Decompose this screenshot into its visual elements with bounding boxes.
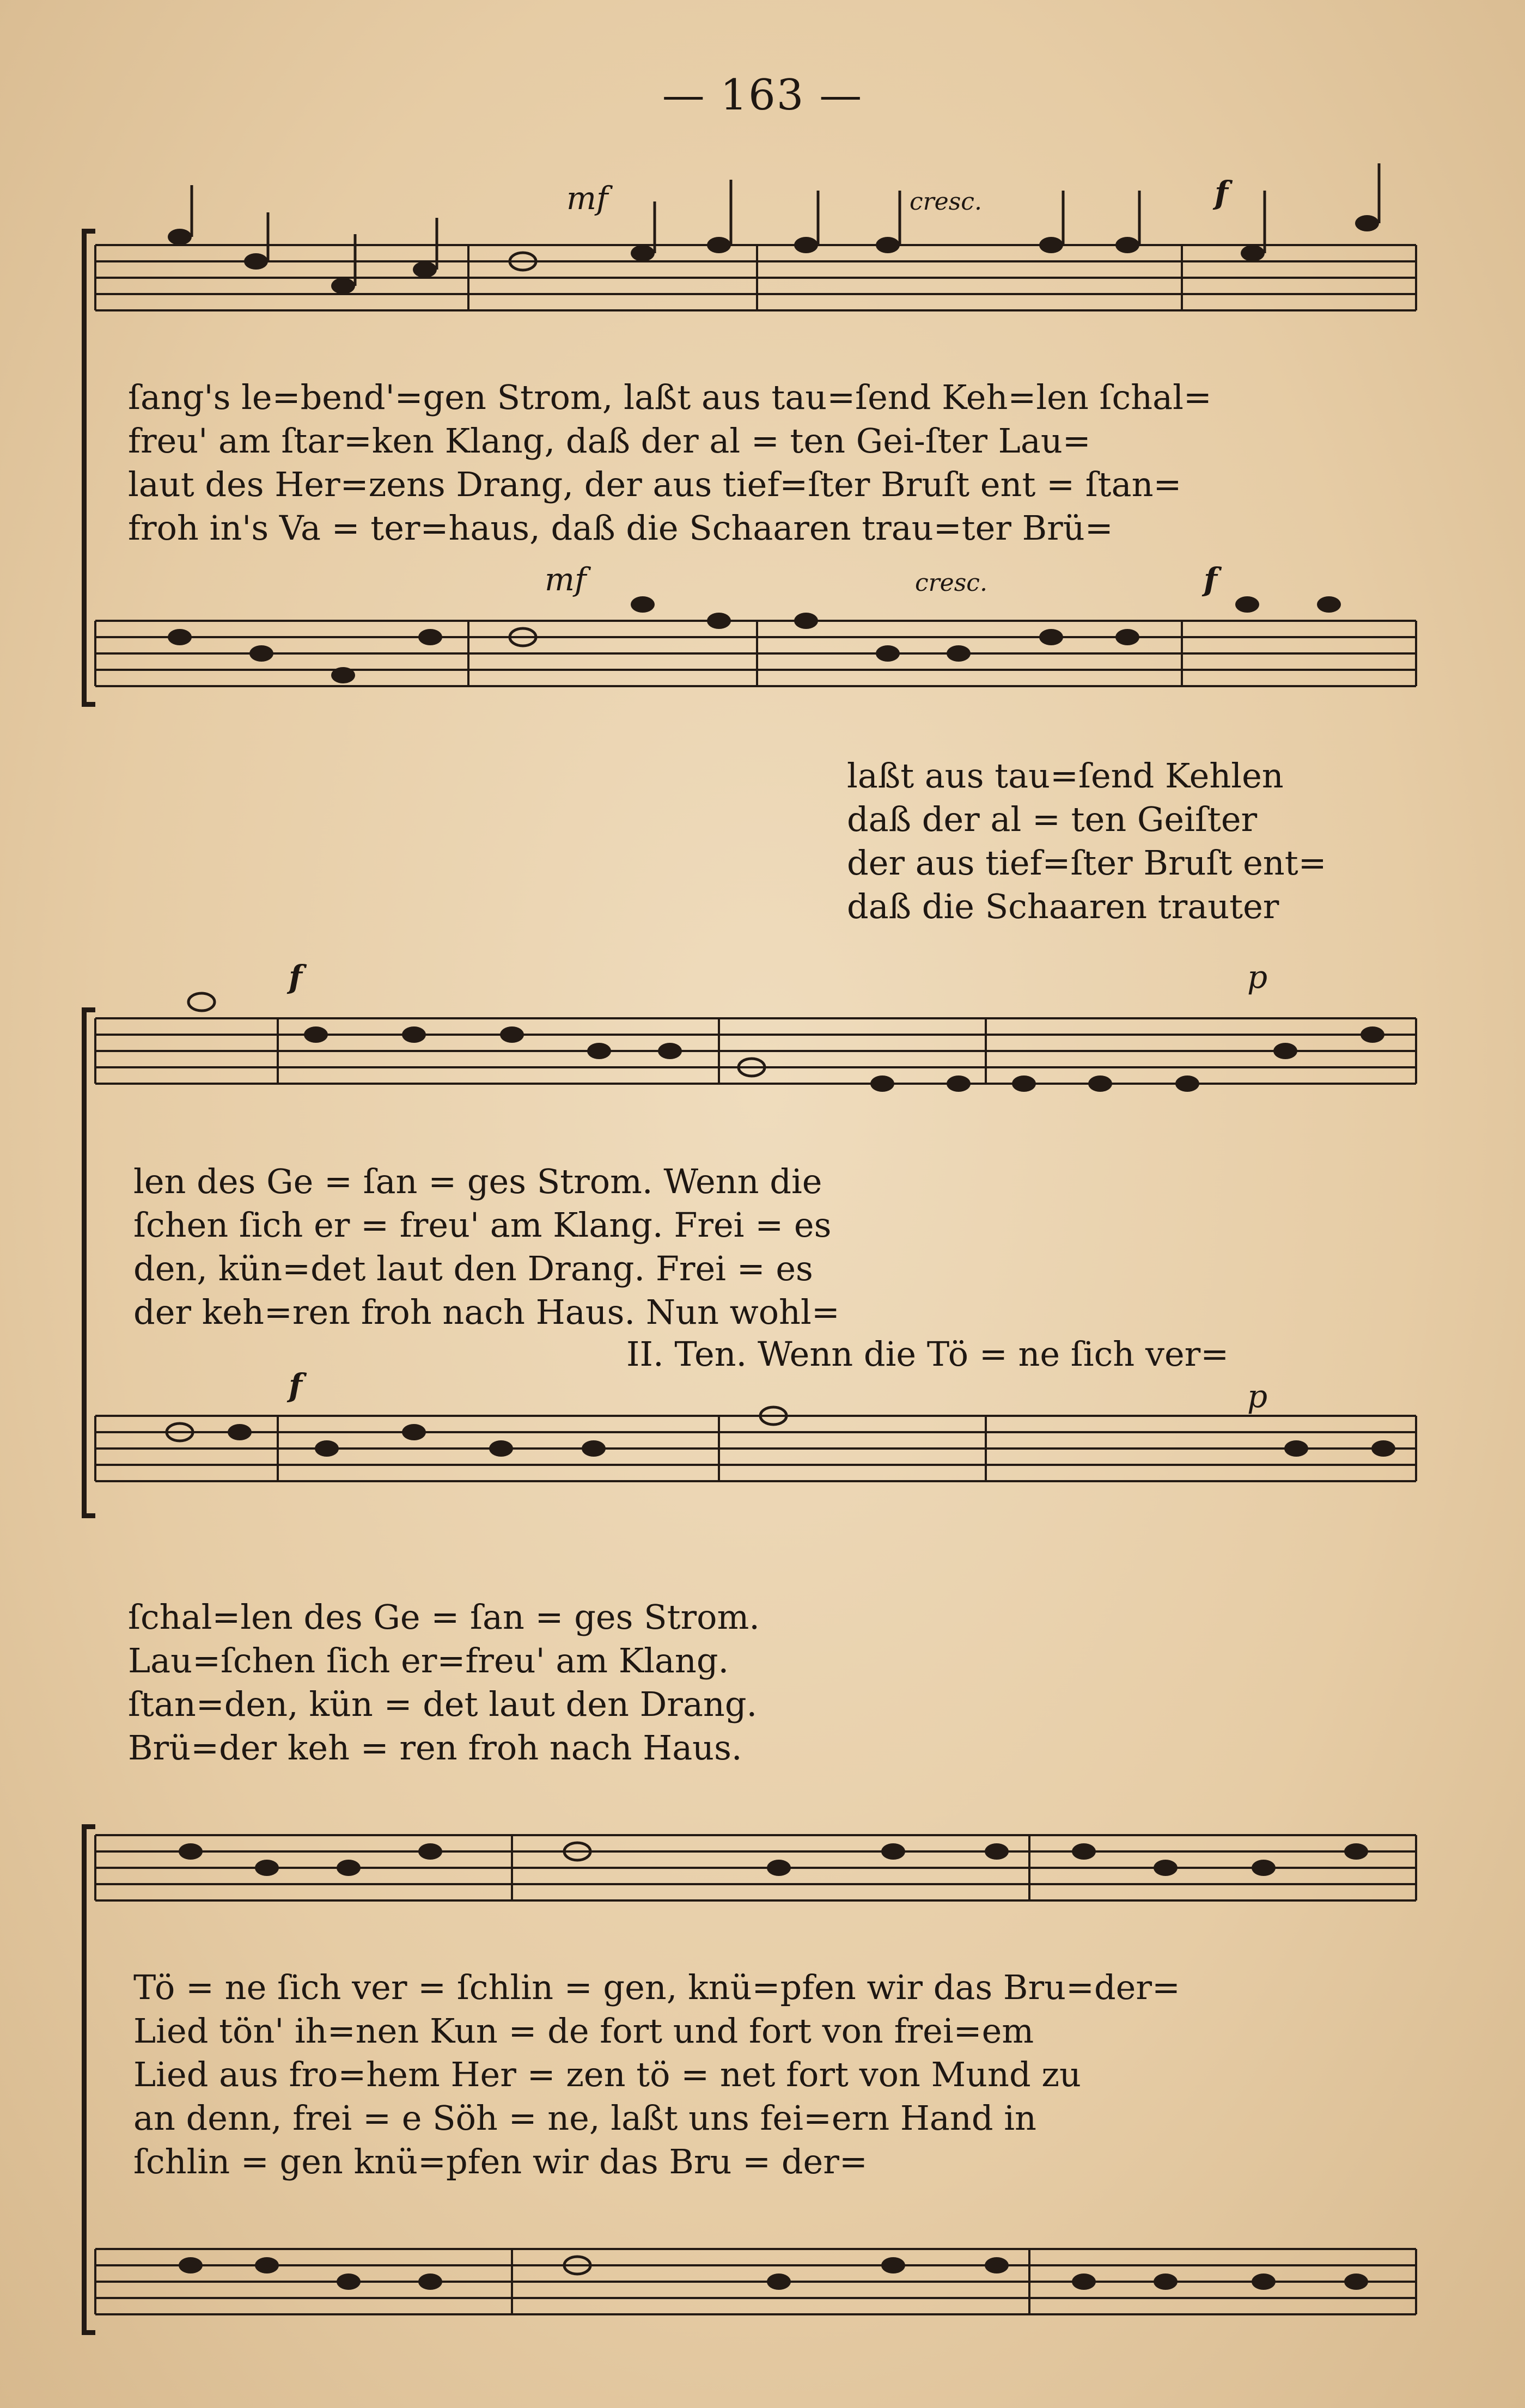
dynamic-mf: mf [566,180,608,217]
system-2-upper-lyrics [133,1160,840,1334]
lyric-line: der aus tief=ſter Bruſt ent= [847,843,1327,883]
system-1-upper-staff [95,245,1416,310]
lyric-line: Brü=der keh = ren froh nach Haus. [128,1728,742,1768]
lyric-line: len des Ge = ſan = ges Strom. Wenn die [133,1162,822,1201]
system-3-lower-notes [179,2257,1368,2290]
dynamic-f: f [1215,174,1228,211]
lyric-line: ſchlin = gen knü=pfen wir das Bru = der= [133,2142,868,2181]
lyric-line: ſang's le=bend'=gen Strom, laßt aus tau=ſend Keh=len ſchal= [128,377,1212,417]
system-1-upper-notes [168,163,1379,294]
lyric-line: laßt aus tau=ſend Kehlen [847,756,1284,796]
lyric-line: den, kün=det laut den Drang. Frei = es [133,1249,813,1288]
lyric-line: der keh=ren froh nach Haus. Nun wohl= [133,1292,840,1332]
system-3-brace [82,1824,95,2335]
system-2-upper-staff [95,1018,1416,1084]
system-1-upper-lyrics [128,376,1212,550]
system-3-upper-staff [95,1835,1416,1900]
lyric-line: Lied aus fro=hem Her = zen tö = net fort von Mund zu [133,2055,1081,2094]
system-3-lower-staff [95,2249,1416,2314]
lyric-line: Lied tön' ih=nen Kun = de fort und fort von frei=em [133,2011,1034,2051]
lyric-line: Lau=ſchen ſich er=freu' am Klang. [128,1641,729,1680]
lyric-line: daß die Schaaren trauter [847,887,1279,926]
system-2-lower-lyrics [128,1596,760,1770]
system-2-lower-staff [95,1416,1416,1481]
dynamic-cresc: cresc. [910,188,982,216]
lyric-line: laut des Her=zens Drang, der aus tief=ſter Bruſt ent = ſtan= [128,465,1182,504]
system-3-lyrics [133,1966,1180,2184]
lyric-line: froh in's Va = ter=haus, daß die Schaaren trau=ter Brü= [128,508,1113,548]
dynamic-mf: mf [545,561,587,598]
lyric-line: Tö = ne ſich ver = ſchlin = gen, knü=pfen wir das Bru=der= [133,1967,1180,2007]
system-2-brace [82,1007,95,1518]
system-1-lower-staff [95,621,1416,686]
dynamic-f: f [289,1367,302,1404]
lyric-line: freu' am ſtar=ken Klang, daß der al = ten Gei-ſter Lau= [128,421,1091,461]
dynamic-cresc: cresc. [915,569,987,597]
system-1-lower-lyrics [847,754,1327,928]
dynamic-f: f [1204,561,1217,598]
dynamic-f: f [289,958,302,995]
lyric-line: daß der al = ten Geiſter [847,799,1258,839]
second-tenor-line: II. Ten. Wenn die Tö = ne ſich ver= [626,1334,1229,1374]
page-number: — 163 — [662,71,863,120]
lyric-line: ſchal=len des Ge = ſan = ges Strom. [128,1597,760,1637]
dynamic-p: p [1247,1378,1268,1415]
dynamic-p: p [1247,958,1268,995]
lyric-line: ſtan=den, kün = det laut den Drang. [128,1684,758,1724]
system-2-upper-notes [188,993,1384,1092]
lyric-line: an denn, frei = e Söh = ne, laßt uns fei=ern Hand in [133,2098,1036,2138]
system-3-upper-notes [179,1843,1368,1876]
lyric-line: ſchen ſich er = freu' am Klang. Frei = es [133,1205,832,1245]
